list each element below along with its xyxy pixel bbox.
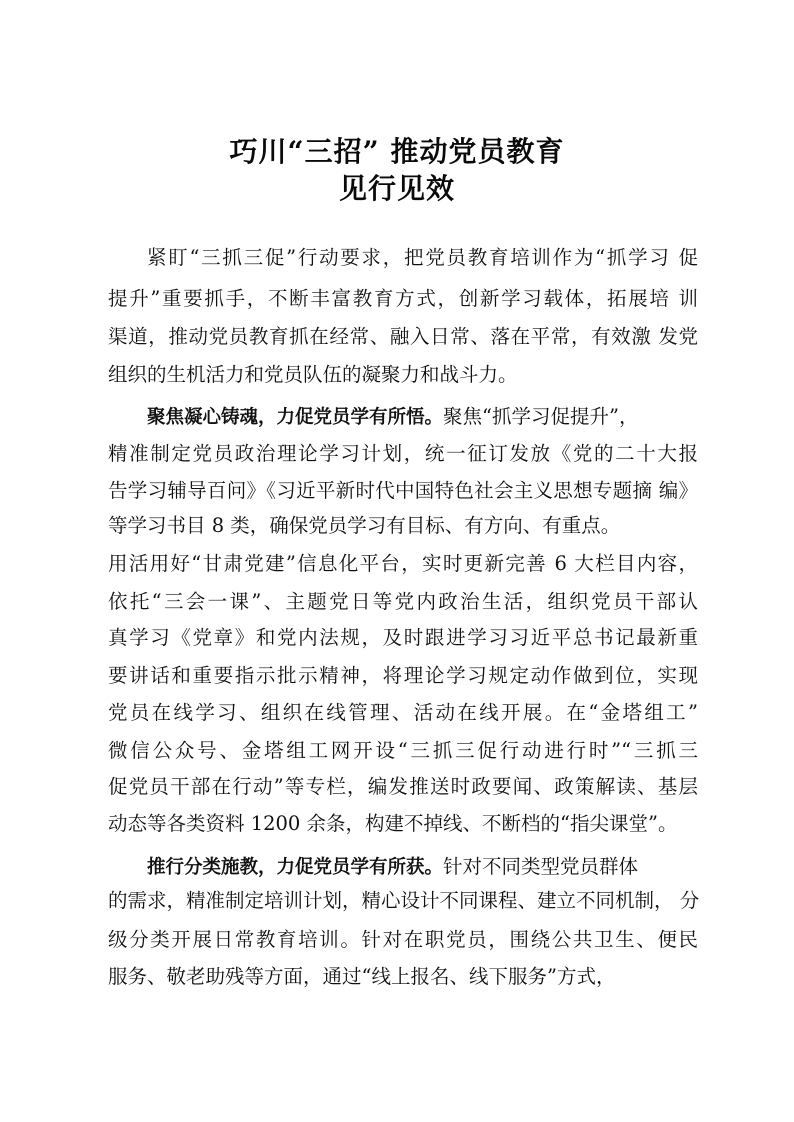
paragraph-2-line-1-text: 聚焦“抓学习促提升”，	[443, 405, 639, 428]
paragraph-2-line-6: 依托“三会一课”、主题党日等党内政治生活，组织党员干部认	[108, 590, 698, 613]
paragraph-2-line-10: 微信公众号、金塔组工网开设“三抓三促行动进行时”“三抓三	[108, 739, 698, 762]
paragraph-3-line-3: 级分类开展日常教育培训。针对在职党员，围绕公共卫生、便民	[108, 928, 698, 951]
paragraph-1-line-4: 组织的生机活力和党员队伍的凝聚力和战斗力。	[108, 363, 518, 386]
paragraph-1-line-1: 紧盯“三抓三促”行动要求，把党员教育培训作为“抓学习 促	[147, 246, 698, 269]
paragraph-2-line-5: 用活用好“甘肃党建”信息化平台，实时更新完善 6 大栏目内容，	[108, 552, 698, 575]
paragraph-2-line-7: 真学习《党章》和党内法规，及时跟进学习习近平总书记最新重	[108, 626, 698, 649]
paragraph-2-line-4: 等学习书目 8 类，确保党员学习有目标、有方向、有重点。	[108, 514, 621, 537]
paragraph-3-line-1-text: 针对不同类型党员群体	[443, 855, 639, 878]
document-title-line-1: 巧川“三招” 推动党员教育	[229, 135, 565, 168]
paragraph-2-line-3: 告学习辅导百问》《习近平新时代中国特色社会主义思想专题摘 编》	[108, 479, 698, 502]
document-title-line-2: 见行见效	[338, 172, 455, 205]
paragraph-3-line-1	[147, 855, 698, 880]
paragraph-2-line-12: 动态等各类资料 1200 余条，构建不掉线、不断档的“指尖课堂”。	[108, 812, 678, 835]
paragraph-1-line-2: 提升”重要抓手，不断丰富教育方式，创新学习载体，拓展培 训	[108, 287, 698, 310]
paragraph-3-line-4: 服务、敬老助残等方面，通过“线上报名、线下服务”方式，	[108, 965, 616, 988]
paragraph-3-line-2: 的需求，精准制定培训计划，精心设计不同课程、建立不同机制， 分	[108, 889, 700, 912]
paragraph-3-lead-heading: 推行分类施教，力促党员学有所获。	[147, 857, 444, 878]
paragraph-2-line-11: 促党员干部在行动”等专栏，编发推送时政要闻、政策解读、基层	[108, 775, 698, 798]
paragraph-2-line-8: 要讲话和重要指示批示精神，将理论学习规定动作做到位，实现	[108, 664, 698, 687]
paragraph-2-line-2: 精准制定党员政治理论学习计划，统一征订发放《党的二十大报	[108, 442, 698, 465]
paragraph-1-line-3: 渠道，推动党员教育抓在经常、融入日常、落在平常，有效激 发党	[108, 325, 698, 348]
paragraph-2-lead-heading: 聚焦凝心铸魂，力促党员学有所悟。	[147, 407, 444, 428]
paragraph-2-line-1	[147, 405, 698, 430]
paragraph-2-line-9: 党员在线学习、组织在线管理、活动在线开展。在“金塔组工”	[108, 701, 698, 724]
